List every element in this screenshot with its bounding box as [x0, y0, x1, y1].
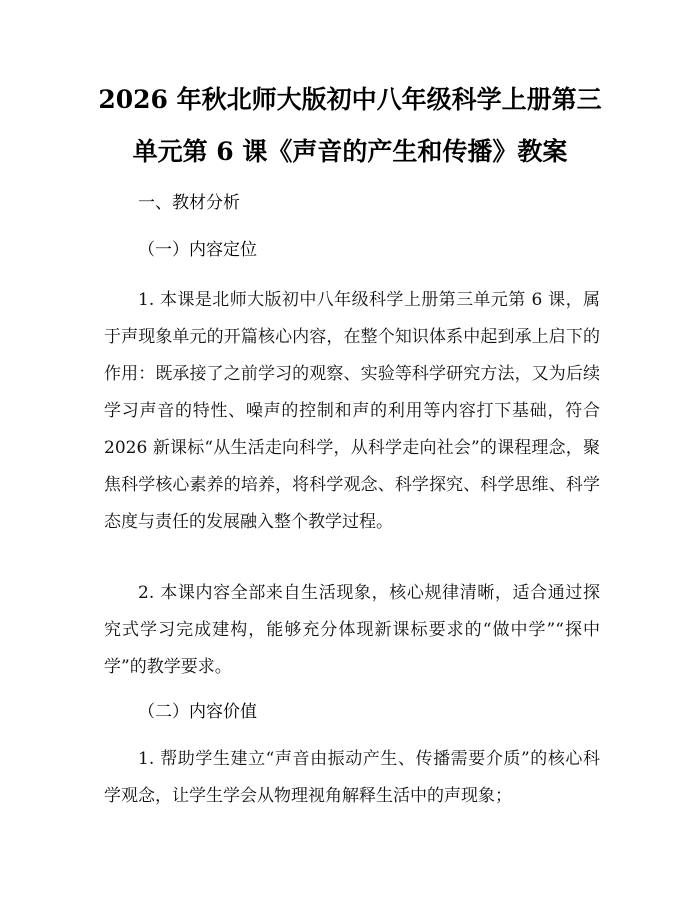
subsection-heading-content-positioning: （一）内容定位 — [138, 240, 257, 260]
document-title-line-1: 2026 年秋北师大版初中八年级科学上册第三 — [98, 85, 602, 114]
paragraph-positioning-1: 1. 本课是北师大版初中八年级科学上册第三单元第 6 课，属于声现象单元的开篇核心内容，在整个知识体系中起到承上启下的作用：既承接了之前学习的观察、实验等科学研究方法，又为后续学习声音的特性、噪声的控制和声的利用等内容打下基础，符合 2026 新课标“从生活走向科学，从科学走向社会”的课程理念，聚焦科学核心素养的培养，将科学观念、科学探究、科学思维、科学态度与责任的发展融入整个教学过程。 — [104, 290, 600, 532]
subsection-heading-content-value: （二）内容价值 — [138, 702, 257, 722]
document-title-line-2: 单元第 6 课《声音的产生和传播》教案 — [132, 137, 568, 166]
paragraph-positioning-2: 2. 本课内容全部来自生活现象，核心规律清晰，适合通过探究式学习完成建构，能够充分体现新课标要求的“做中学”“探中学”的教学要求。 — [104, 583, 600, 677]
section-heading-textbook-analysis: 一、教材分析 — [138, 193, 240, 213]
paragraph-value-1: 1. 帮助学生建立“声音由振动产生、传播需要介质”的核心科学观念，让学生学会从物理视角解释生活中的声现象； — [104, 749, 600, 806]
